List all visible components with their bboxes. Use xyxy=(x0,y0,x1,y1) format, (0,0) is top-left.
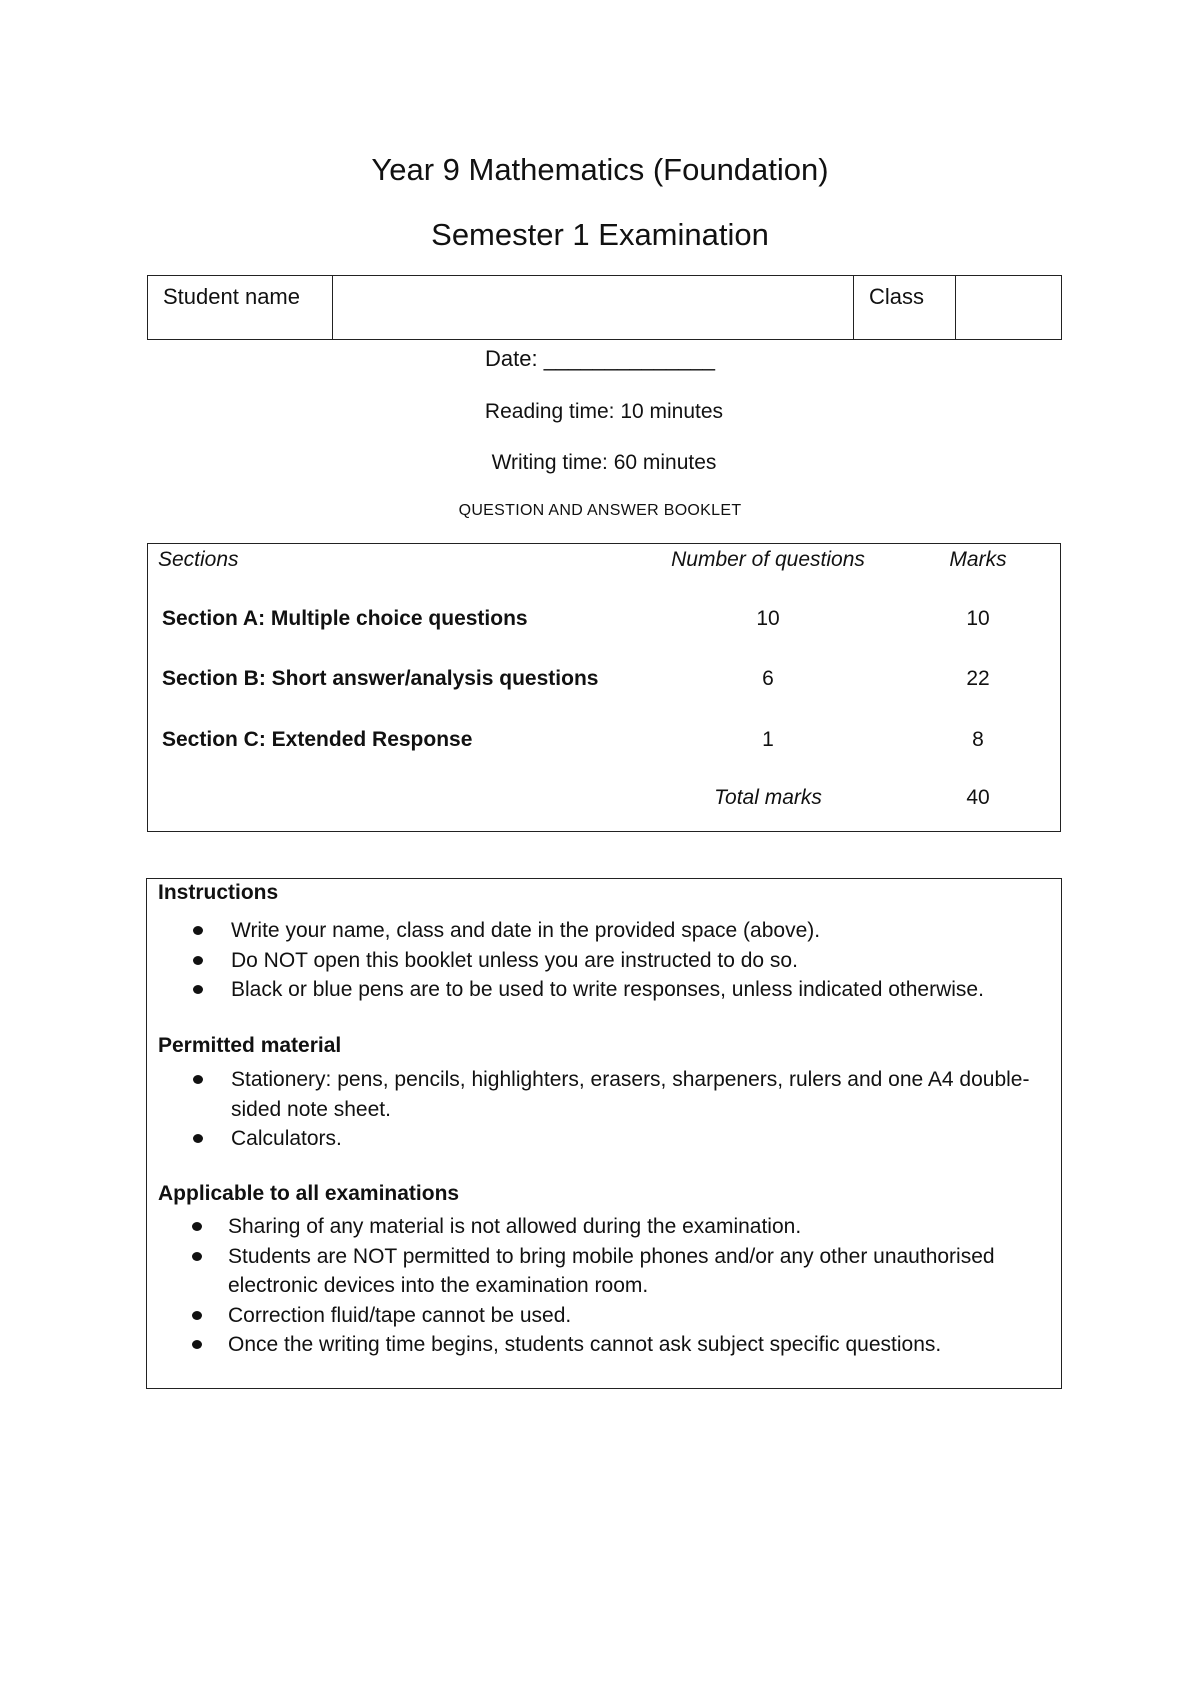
permitted-heading: Permitted material xyxy=(158,1034,342,1057)
section-number: 1 xyxy=(762,728,774,751)
student-details-table xyxy=(147,275,1062,340)
number-header: Number of questions xyxy=(671,548,865,571)
section-marks: 22 xyxy=(966,667,990,690)
table-row xyxy=(148,607,1060,637)
section-number: 6 xyxy=(762,667,774,690)
document-title: Year 9 Mathematics (Foundation) xyxy=(371,152,829,187)
list-item-text: Once the writing time begins, students cannot ask subject specific questions. xyxy=(228,1333,942,1356)
sections-header: Sections xyxy=(158,548,239,571)
list-item-text: Sharing of any material is not allowed during the examination. xyxy=(228,1215,802,1238)
instructions-list xyxy=(147,916,1047,1005)
section-label: Section C: Extended Response xyxy=(162,728,473,751)
list-item xyxy=(147,1330,1047,1360)
total-label: Total marks xyxy=(714,786,822,809)
list-item xyxy=(147,916,1047,946)
section-label: Section B: Short answer/analysis questions xyxy=(162,667,599,690)
reading-time: Reading time: 10 minutes xyxy=(484,400,724,423)
bullet-icon xyxy=(192,1311,202,1320)
class-label: Class xyxy=(854,276,956,340)
bullet-icon xyxy=(193,1134,203,1143)
table-row xyxy=(148,728,1060,758)
applicable-list xyxy=(147,1212,1047,1360)
list-item-text: Black or blue pens are to be used to write responses, unless indicated otherwise. xyxy=(231,978,984,1001)
marks-header: Marks xyxy=(949,548,1007,571)
applicable-heading: Applicable to all examinations xyxy=(158,1182,460,1205)
student-name-label: Student name xyxy=(148,276,333,340)
list-item-text: Write your name, class and date in the provided space (above). xyxy=(231,919,821,942)
bullet-icon xyxy=(193,985,203,994)
booklet-label: QUESTION AND ANSWER BOOKLET xyxy=(458,502,742,519)
section-marks: 10 xyxy=(966,607,990,630)
instructions-heading: Instructions xyxy=(158,881,279,904)
bullet-icon xyxy=(193,956,203,965)
bullet-icon xyxy=(192,1340,202,1349)
student-name-field[interactable] xyxy=(333,276,854,340)
list-item-text: Students are NOT permitted to bring mobile phones and/or any other unauthorised electronic devices into the examination room. xyxy=(228,1244,995,1297)
instructions-box xyxy=(146,878,1062,1389)
list-item xyxy=(147,1242,1047,1301)
list-item xyxy=(147,1212,1047,1242)
section-marks: 8 xyxy=(972,728,984,751)
list-item xyxy=(147,1124,1047,1154)
list-item-text: Stationery: pens, pencils, highlighters, erasers, sharpeners, rulers and one A4 double-sided note sheet. xyxy=(231,1068,1030,1121)
writing-time: Writing time: 60 minutes xyxy=(491,451,717,474)
table-row xyxy=(148,667,1060,697)
bullet-icon xyxy=(192,1222,202,1231)
sections-header-row xyxy=(148,548,1060,578)
class-field[interactable] xyxy=(956,276,1062,340)
bullet-icon xyxy=(193,926,203,935)
permitted-list xyxy=(147,1065,1047,1154)
sections-table xyxy=(147,543,1061,832)
bullet-icon xyxy=(193,1075,203,1084)
document-subtitle: Semester 1 Examination xyxy=(431,217,769,252)
bullet-icon xyxy=(192,1252,202,1261)
list-item xyxy=(147,946,1047,976)
list-item xyxy=(147,1065,1047,1124)
list-item xyxy=(147,1301,1047,1331)
section-number: 10 xyxy=(756,607,780,630)
total-value: 40 xyxy=(966,786,990,809)
list-item xyxy=(147,975,1047,1005)
section-label: Section A: Multiple choice questions xyxy=(162,607,528,630)
total-row xyxy=(148,786,1060,816)
list-item-text: Calculators. xyxy=(231,1127,342,1150)
date-line: Date: ______________ xyxy=(485,346,715,371)
list-item-text: Correction fluid/tape cannot be used. xyxy=(228,1303,572,1327)
list-item-text: Do NOT open this booklet unless you are instructed to do so. xyxy=(231,948,798,972)
